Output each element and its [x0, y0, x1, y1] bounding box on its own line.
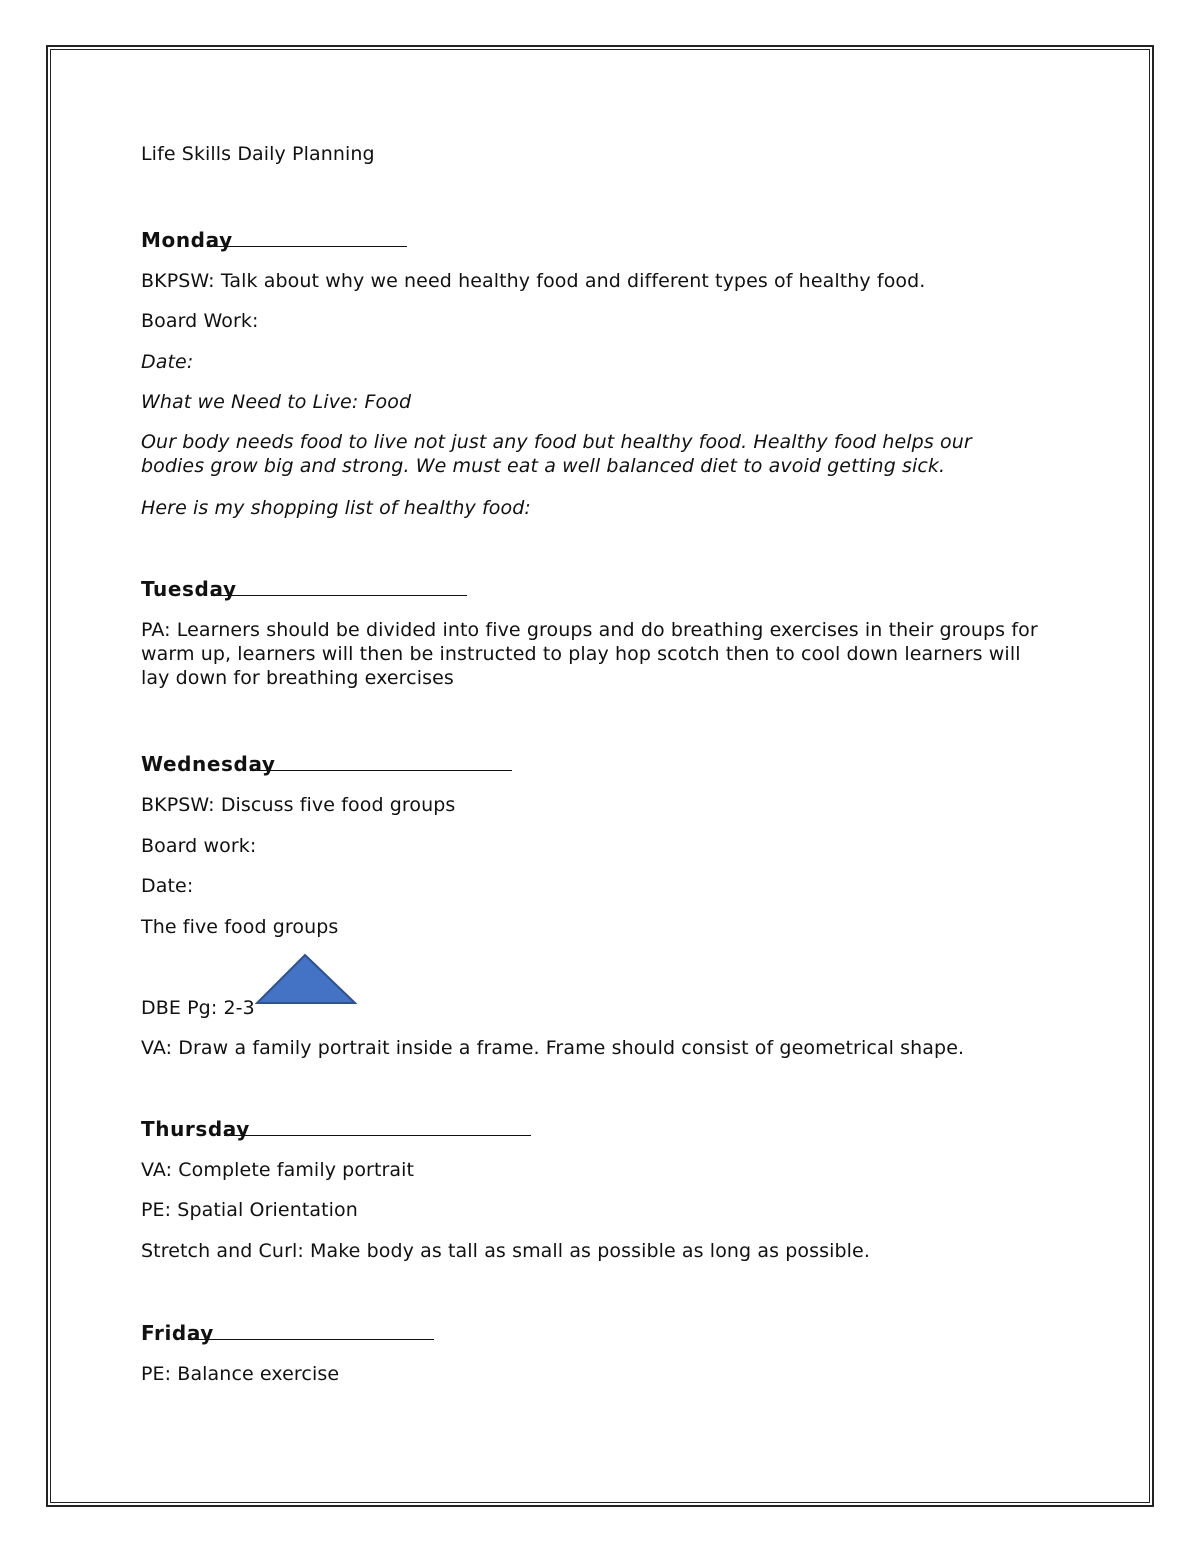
- thursday-va: VA: Complete family portrait: [141, 1159, 415, 1181]
- wednesday-va: VA: Draw a family portrait inside a frame. Frame should consist of geometrical shape.: [141, 1037, 965, 1059]
- monday-bkpsw: BKPSW: Talk about why we need healthy food and different types of healthy food.: [141, 270, 926, 292]
- wednesday-dbe-page: DBE Pg: 2-3: [141, 997, 255, 1019]
- tuesday-heading: [141, 577, 467, 601]
- wednesday-board-work: Board work:: [141, 835, 257, 857]
- friday-heading-text: Friday: [141, 1321, 214, 1345]
- monday-heading-text: Monday: [141, 228, 233, 252]
- wednesday-date: Date:: [141, 875, 194, 897]
- friday-pe: PE: Balance exercise: [141, 1363, 340, 1385]
- monday-subtitle: What we Need to Live: Food: [141, 391, 412, 413]
- thursday-underline: [224, 1134, 531, 1136]
- monday-heading: [141, 228, 407, 252]
- monday-shopping-list: Here is my shopping list of healthy food:: [141, 497, 531, 519]
- thursday-stretch: Stretch and Curl: Make body as tall as small as possible as long as possible.: [141, 1240, 870, 1262]
- thursday-pe: PE: Spatial Orientation: [141, 1199, 358, 1221]
- thursday-heading: [141, 1117, 531, 1141]
- triangle-shape-icon[interactable]: [255, 953, 359, 1007]
- thursday-heading-text: Thursday: [141, 1117, 250, 1141]
- wednesday-food-groups: The five food groups: [141, 916, 339, 938]
- triangle-polygon: [257, 955, 355, 1003]
- monday-paragraph: Our body needs food to live not just any food but healthy food. Healthy food helps our bodies grow big and strong. We must eat a well balanced diet to avoid getting sick.: [141, 431, 972, 477]
- wednesday-heading: [141, 752, 512, 776]
- tuesday-pa: PA: Learners should be divided into five groups and do breathing exercises in their groups for warm up, learners will then be instructed to play hop scotch then to cool down learners will lay down for breathing exercises: [141, 619, 1038, 689]
- wednesday-heading-text: Wednesday: [141, 752, 276, 776]
- page-border-inner: [50, 49, 1150, 1503]
- monday-date: Date:: [141, 351, 194, 373]
- monday-underline: [207, 245, 407, 247]
- monday-board-work: Board Work:: [141, 310, 259, 332]
- tuesday-heading-text: Tuesday: [141, 577, 237, 601]
- tuesday-underline: [211, 594, 467, 596]
- document-title: Life Skills Daily Planning: [141, 143, 375, 165]
- wednesday-bkpsw: BKPSW: Discuss five food groups: [141, 794, 456, 816]
- friday-underline: [188, 1338, 434, 1340]
- wednesday-underline: [250, 769, 512, 771]
- friday-heading: [141, 1321, 434, 1345]
